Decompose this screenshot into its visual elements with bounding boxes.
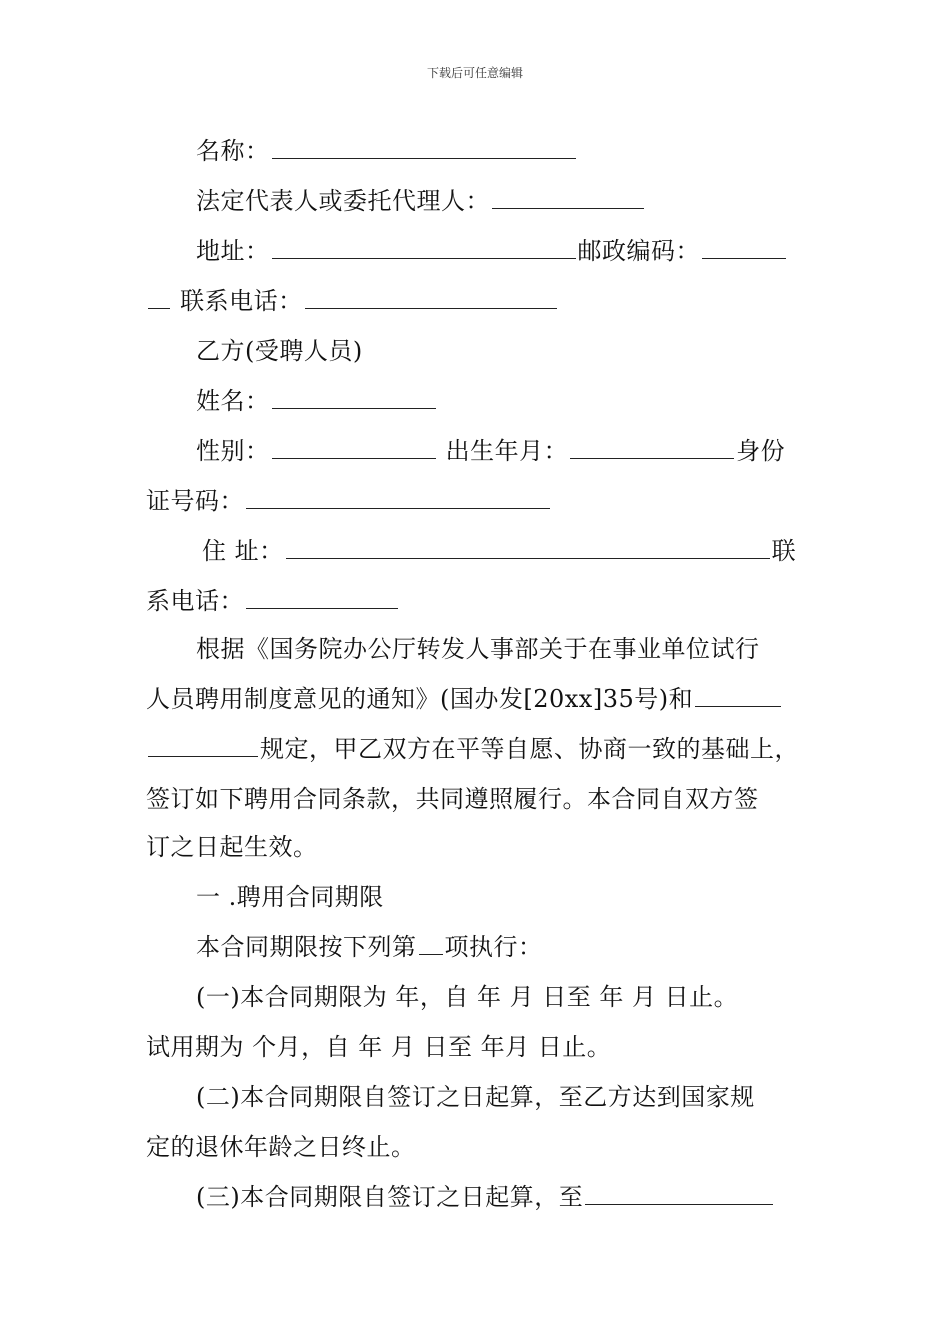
- page-header: 下载后可任意编辑: [426, 66, 523, 80]
- party-a-rep-blank[interactable]: [492, 186, 644, 209]
- party-a-postal-blank-cont[interactable]: [148, 286, 170, 309]
- party-b-residence-line: [202, 536, 796, 566]
- party-b-phone-blank[interactable]: [246, 586, 398, 609]
- party-b-phone-label-2: 系电话：: [146, 587, 244, 615]
- section-1-title: 一 .聘用合同期限: [196, 883, 384, 911]
- party-a-postal-label: 邮政编码：: [577, 237, 700, 265]
- party-b-id-blank[interactable]: [246, 486, 550, 509]
- party-b-name-label: 姓名：: [196, 387, 270, 415]
- party-a-address-blank[interactable]: [272, 236, 576, 259]
- party-a-phone-blank[interactable]: [305, 286, 557, 309]
- regulation-blank[interactable]: [695, 684, 781, 707]
- regulation-blank-cont[interactable]: [148, 734, 258, 757]
- party-b-gender-label: 性别：: [196, 437, 270, 465]
- party-a-name-blank[interactable]: [272, 136, 576, 159]
- section-1-intro-a: 本合同期限按下列第: [196, 933, 417, 961]
- party-b-name-line: [196, 386, 438, 416]
- party-a-postal-blank[interactable]: [702, 236, 786, 259]
- party-b-id-label-2: 证号码：: [146, 487, 244, 515]
- party-b-birth-blank[interactable]: [570, 436, 734, 459]
- party-a-rep-label: 法定代表人或委托代理人：: [196, 187, 490, 215]
- preamble-line-2-text: 人员聘用制度意见的通知》(国办发[20xx]35号)和: [146, 685, 694, 713]
- item-3-end-blank[interactable]: [585, 1182, 773, 1205]
- preamble-line-4: 签订如下聘用合同条款，共同遵照履行。本合同自双方签: [146, 785, 759, 813]
- preamble-line-5: 订之日起生效。: [146, 833, 318, 861]
- preamble-line-3-text: 规定，甲乙双方在平等自愿、协商一致的基础上，: [260, 735, 799, 763]
- party-a-name-label: 名称：: [196, 137, 270, 165]
- item-3-line-1-text: (三)本合同期限自签订之日起算，至: [196, 1183, 584, 1211]
- option-number-blank[interactable]: [419, 932, 443, 955]
- party-b-id-line: [146, 486, 552, 516]
- party-a-address-line: [196, 236, 788, 266]
- party-b-heading: 乙方(受聘人员): [196, 337, 363, 365]
- party-a-phone-line: [146, 286, 559, 316]
- preamble-line-1: 根据《国务院办公厅转发人事部关于在事业单位试行: [196, 635, 760, 663]
- party-b-phone-label-1: 联: [771, 537, 797, 565]
- party-b-gender-line: [196, 436, 785, 466]
- party-b-residence-label: 住 址：: [202, 537, 284, 565]
- section-1-intro: [196, 932, 543, 962]
- section-1-intro-b: 项执行：: [444, 933, 543, 961]
- party-b-name-blank[interactable]: [272, 386, 436, 409]
- party-a-name-line: [196, 136, 578, 166]
- party-b-gender-blank[interactable]: [272, 436, 436, 459]
- party-a-address-label: 地址：: [196, 237, 270, 265]
- party-a-phone-label: 联系电话：: [180, 287, 303, 315]
- item-2-line-1: (二)本合同期限自签订之日起算，至乙方达到国家规: [196, 1083, 755, 1111]
- party-b-id-label-1: 身份: [736, 437, 786, 465]
- preamble-line-3: [146, 734, 799, 764]
- party-b-birth-label: 出生年月：: [445, 437, 569, 465]
- party-b-phone-line: [146, 586, 400, 616]
- item-1-line-1: (一)本合同期限为 年，自 年 月 日至 年 月 日止。: [196, 983, 739, 1011]
- item-2-line-2: 定的退休年龄之日终止。: [146, 1133, 416, 1161]
- item-1-line-2: 试用期为 个月，自 年 月 日至 年月 日止。: [146, 1033, 612, 1061]
- item-3-line-1: [196, 1182, 775, 1212]
- preamble-line-2: [146, 684, 783, 714]
- party-a-rep-line: [196, 186, 646, 216]
- party-b-residence-blank[interactable]: [286, 536, 770, 559]
